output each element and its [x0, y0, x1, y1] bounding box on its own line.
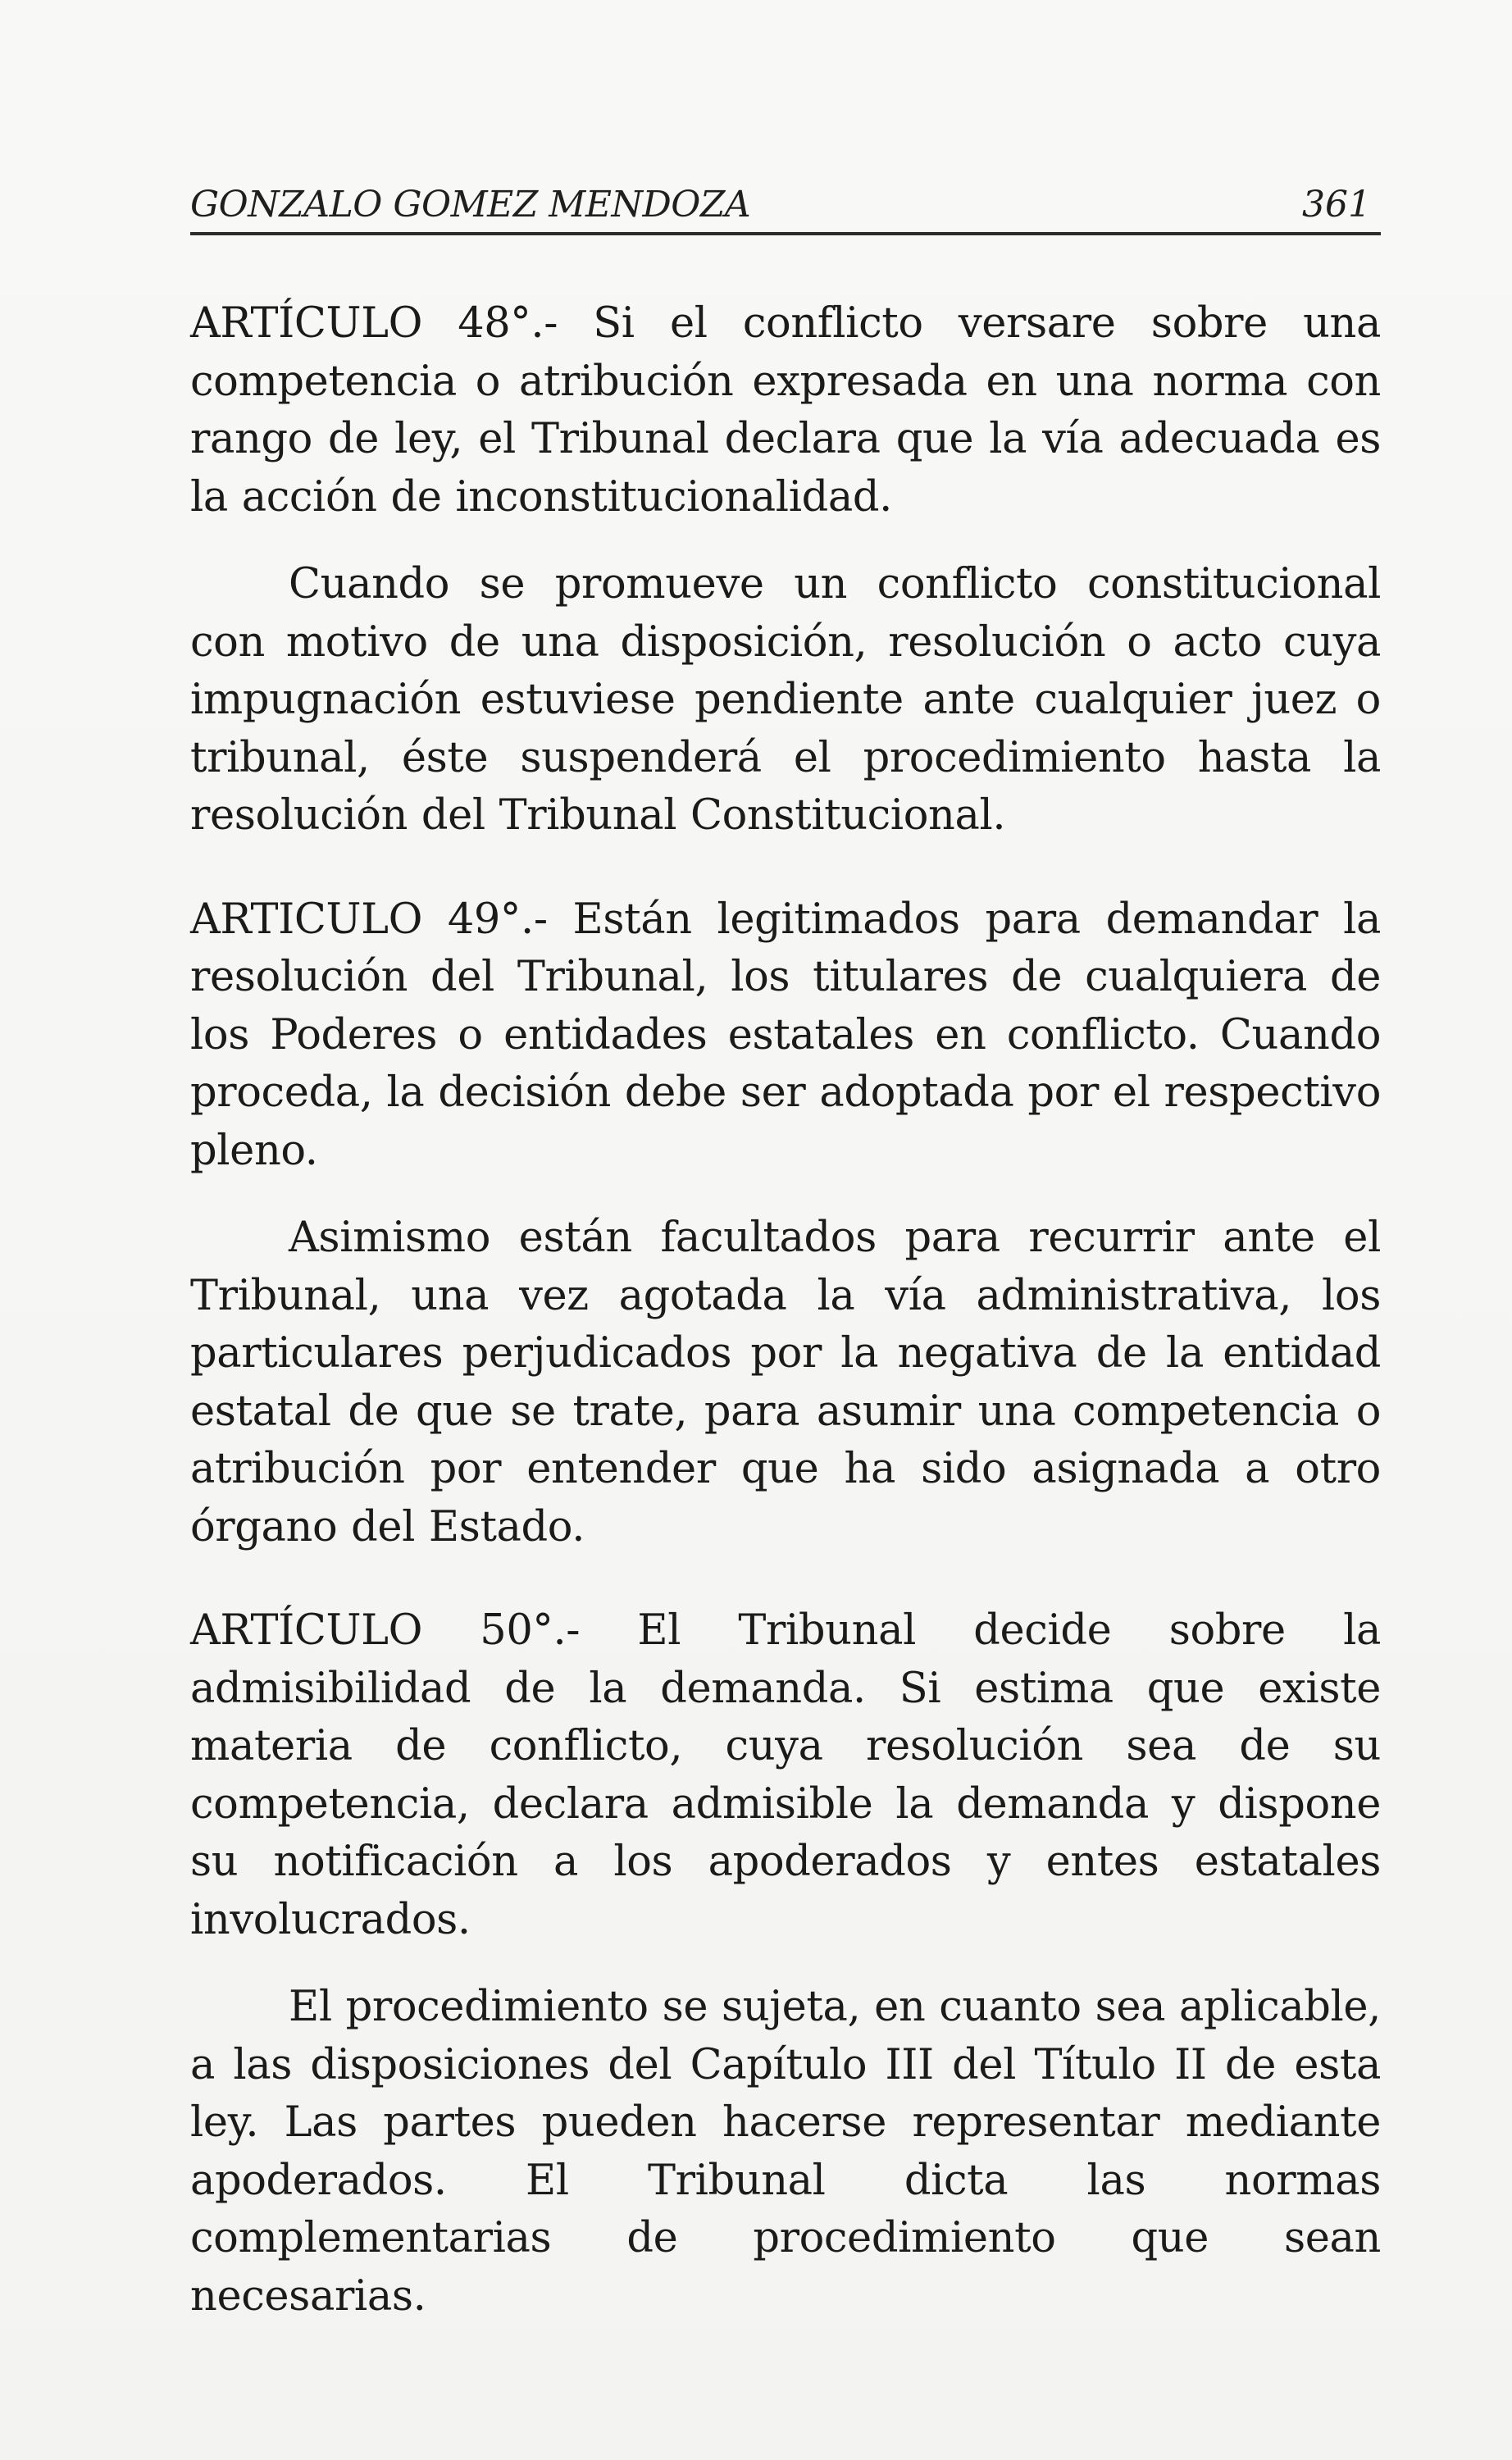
running-head: GONZALO GOMEZ MENDOZA — [190, 184, 751, 226]
paragraph-gap — [190, 1556, 1381, 1602]
paragraph-gap — [190, 526, 1381, 556]
paragraph-gap — [190, 1949, 1381, 1979]
paragraph-gap — [190, 1180, 1381, 1210]
article-50-paragraph: ARTÍCULO 50°.- El Tribunal decide sobre la admisibilidad de la demanda. Si estima que existe materia de conflicto, cuya resolución sea de su competencia, declara admisible la demanda y dispone su notificación a los apoderados y entes estatales involucrados. — [190, 1606, 1381, 1944]
article-48-followup-paragraph: Cuando se promueve un conflicto constitucional con motivo de una disposición, resolución o acto cuya impugnación estuviese pendiente ante cualquier juez o tribunal, éste suspenderá el procedimiento hasta la resolución del Tribunal Constitucional. — [190, 560, 1381, 840]
article-49-paragraph: ARTICULO 49°.- Están legitimados para demandar la resolución del Tribunal, los titulares de cualquiera de los Poderes o entidades estatales en conflicto. Cuando proceda, la decisión debe ser adoptada por el respectivo pleno. — [190, 895, 1381, 1175]
page-header — [190, 168, 1381, 235]
article-49-followup-paragraph: Asimismo están facultados para recurrir ante el Tribunal, una vez agotada la vía administrativa, los particulares perjudicados por la negativa de la entidad estatal de que se trate, para asumir una competencia o atribución por entender que ha sido asignada a otro órgano del Estado. — [190, 1214, 1381, 1551]
page-content — [190, 295, 1381, 2326]
article-48-paragraph: ARTÍCULO 48°.- Si el conflicto versare sobre una competencia o atribución expresada en una norma con rango de ley, el Tribunal declara que la vía adecuada es la acción de inconstitucionalidad. — [190, 299, 1381, 522]
paragraph-gap — [190, 845, 1381, 891]
page-number: 361 — [1302, 184, 1371, 226]
article-50-followup-paragraph: El procedimiento se sujeta, en cuanto sea aplicable, a las disposiciones del Capítulo III del Título II de esta ley. Las partes pueden hacerse representar mediante apoderados. El Tribunal dicta las normas complementarias de procedimiento que sean necesarias. — [190, 1983, 1381, 2321]
